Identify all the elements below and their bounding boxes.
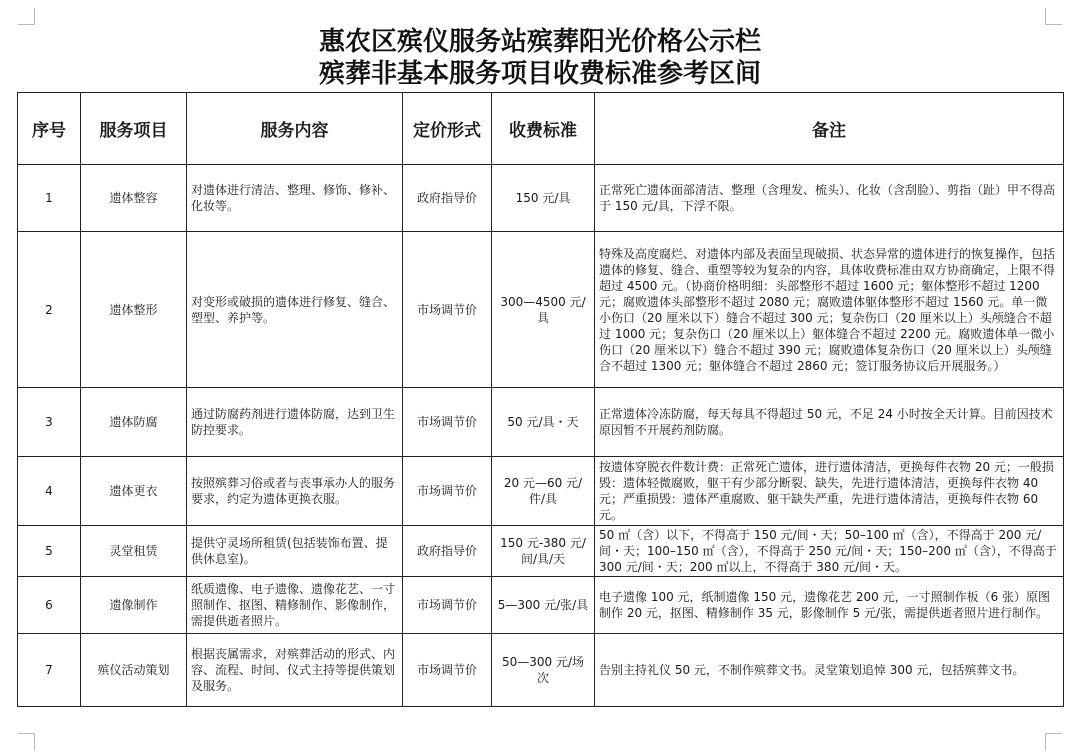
row-pricing-mode: 市场调节价 [403,577,492,634]
row-content: 根据丧属需求，对殡葬活动的形式、内容、流程、时间、仪式主持等提供策划及服务。 [187,634,403,707]
row-pricing-mode: 市场调节价 [403,634,492,707]
row-pricing-mode: 市场调节价 [403,457,492,526]
table-row [18,232,1064,388]
row-item: 遗体防腐 [81,388,187,457]
header-index: 序号 [18,93,81,165]
row-content: 提供守灵场所租赁(包括装饰布置、提供休息室)。 [187,526,403,577]
row-index: 1 [18,165,81,232]
header-remark: 备注 [595,93,1064,165]
row-index: 6 [18,577,81,634]
row-pricing-mode: 市场调节价 [403,232,492,388]
row-pricing-mode: 政府指导价 [403,165,492,232]
row-content: 纸质遗像、电子遗像、遗像花艺、一寸照制作、抠图、精修制作、影像制作，需提供逝者照片。 [187,577,403,634]
row-pricing-mode: 政府指导价 [403,526,492,577]
table-row [18,388,1064,457]
document-subtitle: 殡葬非基本服务项目收费标准参考区间 [318,59,761,89]
row-content: 按照殡葬习俗或者与丧事承办人的服务要求，约定为遗体更换衣服。 [187,457,403,526]
row-fee: 20 元—60 元/件/具 [492,457,595,526]
row-fee: 300—4500 元/具 [492,232,595,388]
row-index: 2 [18,232,81,388]
row-content: 对变形或破损的遗体进行修复、缝合、塑型、养护等。 [187,232,403,388]
table-row [18,165,1064,232]
fee-table [17,92,1064,707]
row-content: 通过防腐药剂进行遗体防腐，达到卫生防控要求。 [187,388,403,457]
crop-mark-bottom-left [18,733,35,750]
table-row [18,457,1064,526]
crop-mark-top-right [1045,8,1062,25]
table-row [18,634,1064,707]
document-title: 惠农区殡仪服务站殡葬阳光价格公示栏 [318,27,761,57]
row-fee: 150 元/具 [492,165,595,232]
header-pricing-mode: 定价形式 [403,93,492,165]
row-fee: 150 元-380 元/间/具/天 [492,526,595,577]
row-index: 5 [18,526,81,577]
row-item: 遗体更衣 [81,457,187,526]
row-index: 7 [18,634,81,707]
row-remark: 按遗体穿脱衣件数计费：正常死亡遗体，进行遗体清洁，更换每件衣物 20 元；一般损毁：遗体轻微腐败，躯干有少部分断裂、缺失，先进行遗体清洁，更换每件衣物 40 元；严重损毁：遗体严重腐败、躯干缺失严重，先进行遗体清洁，更换每件衣物 60 元。 [595,457,1064,526]
row-index: 4 [18,457,81,526]
row-remark: 50 ㎡（含）以下，不得高于 150 元/间・天；50–100 ㎡（含），不得高于 200 元/间・天；100–150 ㎡（含），不得高于 250 元/间・天；150–200 ㎡（含），不得高于 300 元/间・天；200 ㎡以上，不得高于 380 元/间・天。 [595,526,1064,577]
header-item: 服务项目 [81,93,187,165]
row-index: 3 [18,388,81,457]
header-content: 服务内容 [187,93,403,165]
row-pricing-mode: 市场调节价 [403,388,492,457]
row-remark: 告别主持礼仪 50 元，不制作殡葬文书。灵堂策划追悼 300 元，包括殡葬文书。 [595,634,1064,707]
table-header-row [18,93,1064,165]
row-item: 灵堂租赁 [81,526,187,577]
header-fee: 收费标准 [492,93,595,165]
row-remark: 正常死亡遗体面部清洁、整理（含理发、梳头）、化妆（含刮脸）、剪指（趾）甲不得高于 150 元/具，下浮不限。 [595,165,1064,232]
row-item: 遗体整容 [81,165,187,232]
row-content: 对遗体进行清洁、整理、修饰、修补、化妆等。 [187,165,403,232]
row-item: 遗像制作 [81,577,187,634]
row-item: 殡仪活动策划 [81,634,187,707]
row-item: 遗体整形 [81,232,187,388]
row-remark: 特殊及高度腐烂、对遗体内部及表面呈现破损、状态异常的遗体进行的恢复操作，包括遗体的修复、缝合、重塑等较为复杂的内容，具体收费标准由双方协商确定，上限不得超过 4500 元。（协商价格明细：头部整形不超过 1600 元；躯体整形不超过 1200 元；腐败遗体头部整形不超过 2080 元；腐败遗体躯体整形不超过 1560 元。单一微小伤口（20 厘米以下）缝合不超过 300 元；复杂伤口（20 厘米以上）头颅缝合不超过 1000 元；复杂伤口（20 厘米以上）躯体缝合不超过 2200 元。腐败遗体单一微小伤口（20 厘米以下）缝合不超过 390 元；腐败遗体复杂伤口（20 厘米以上）头颅缝合不超过 1300 元；躯体缝合不超过 2860 元；签订服务协议后开展服务。） [595,232,1064,388]
table-row [18,577,1064,634]
row-remark: 正常遗体冷冻防腐，每天每具不得超过 50 元，不足 24 小时按全天计算。目前因技术原因暂不开展药剂防腐。 [595,388,1064,457]
table-row [18,526,1064,577]
crop-mark-bottom-right [1045,733,1062,750]
row-fee: 5—300 元/张/具 [492,577,595,634]
row-remark: 电子遗像 100 元，纸制遗像 150 元，遗像花艺 200 元，一寸照制作板（6 张）原图制作 20 元，抠图、精修制作 35 元，影像制作 5 元/张，需提供逝者照片进行制作。 [595,577,1064,634]
row-fee: 50—300 元/场次 [492,634,595,707]
row-fee: 50 元/具・天 [492,388,595,457]
crop-mark-top-left [18,8,35,25]
